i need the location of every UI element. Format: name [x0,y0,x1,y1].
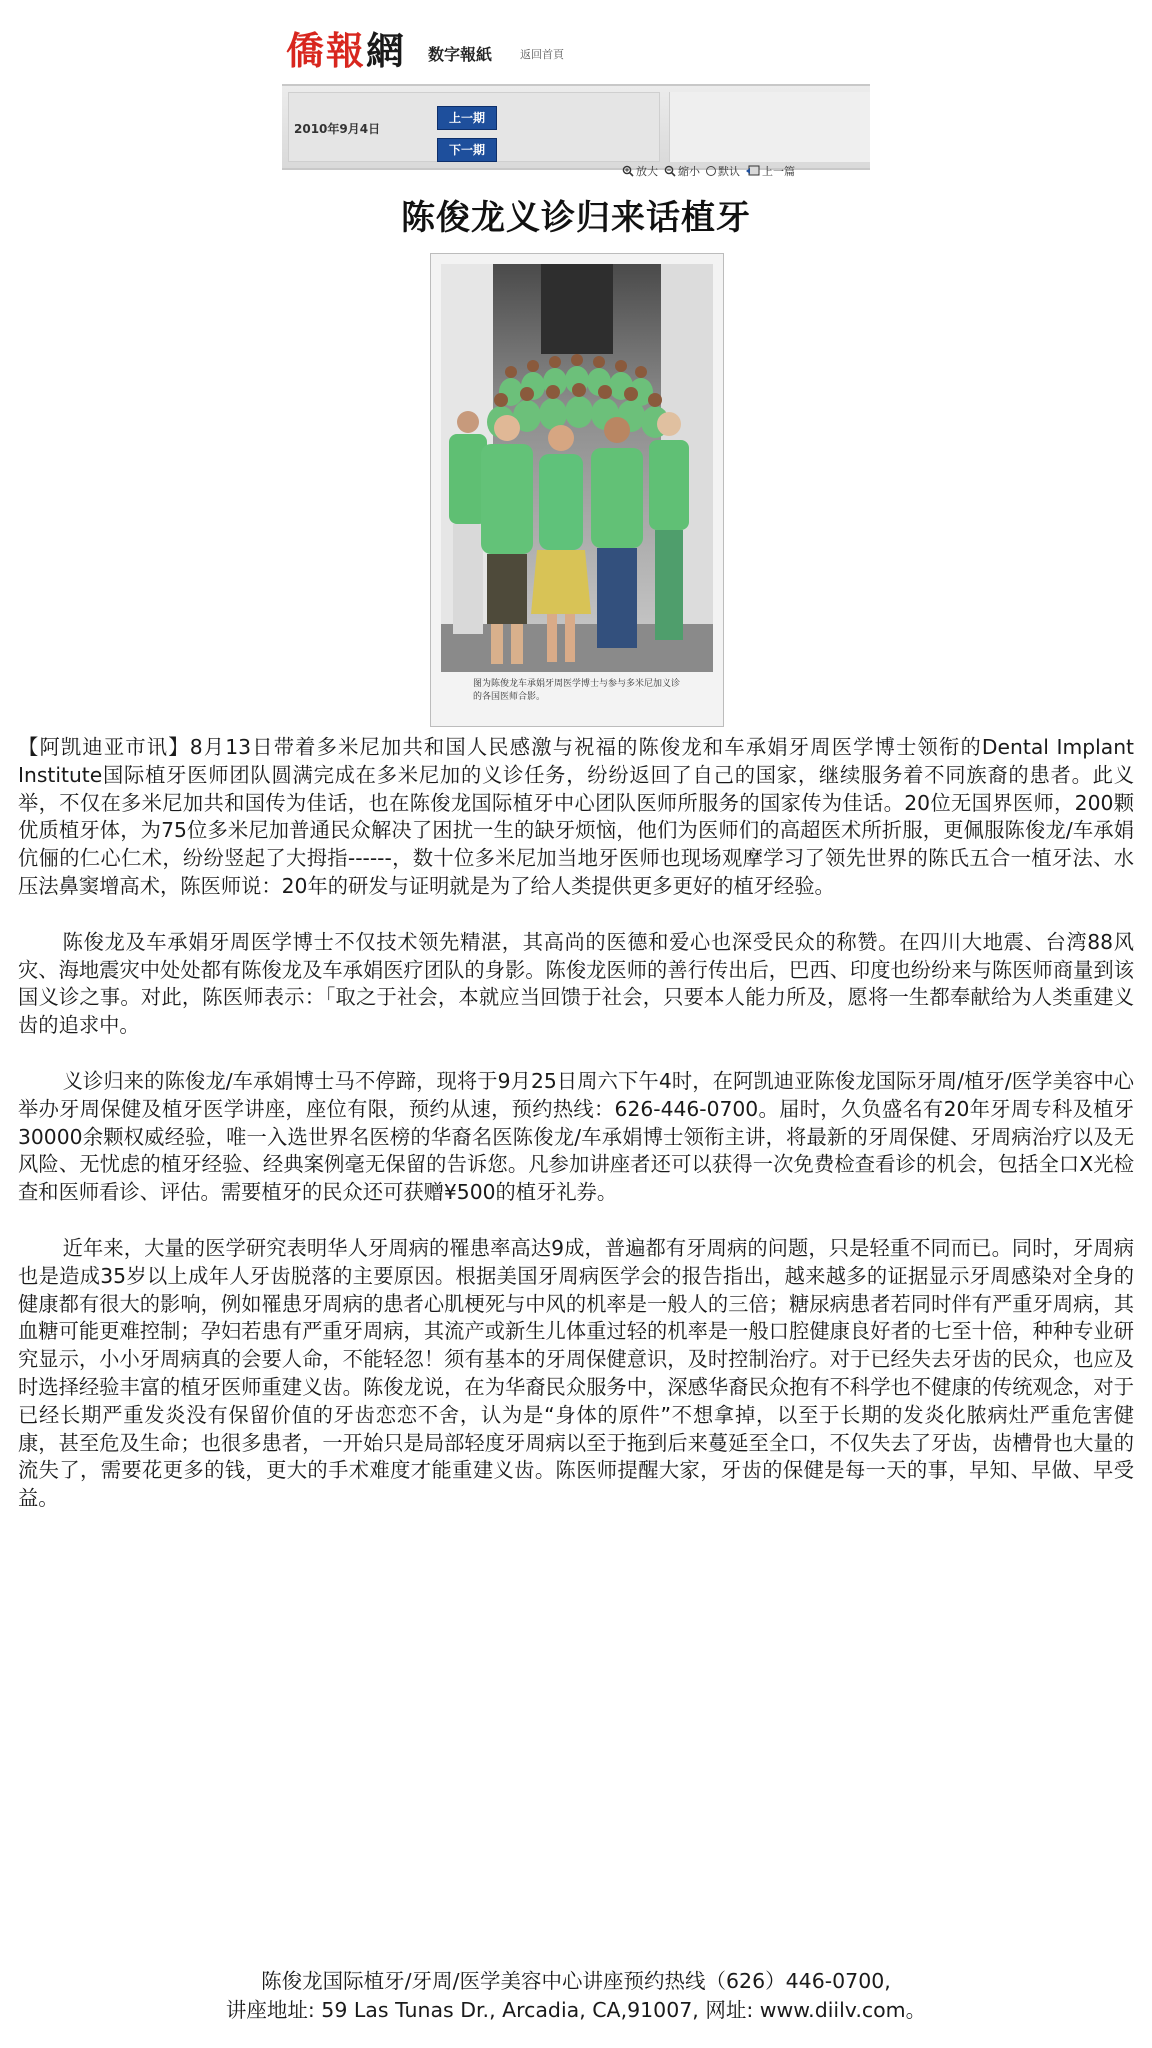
site-logo[interactable] [286,20,406,75]
masthead [282,14,872,176]
previous-article-icon [746,165,760,177]
footer-address: 讲座地址: 59 Las Tunas Dr., Arcadia, CA,91007, 网址: www.diilv.com。 [225,1998,927,2022]
magnifier-minus-icon [664,165,676,177]
previous-issue-button[interactable]: 上一期 [437,106,497,130]
zoom-out-label: 縮小 [678,165,700,178]
default-zoom-control[interactable] [706,163,740,179]
logo-char-3: 網 [366,28,407,73]
article-paragraph-4: 近年来，大量的医学研究表明华人牙周病的罹患率高达9成，普遍都有牙周病的问题，只是轻重不同而已。同时，牙周病也是造成35岁以上成年人牙齿脱落的主要原因。根据美国牙周病医学会的报告指出，越来越多的证据显示牙周感染对全身的健康都有很大的影响，例如罹患牙周病的患者心肌梗死与中风的机率是一般人的三倍；糖尿病患者若同时伴有严重牙周病，其血糖可能更难控制；孕妇若患有严重牙周病，其流产或新生儿体重过轻的机率是一般口腔健康良好者的七至十倍，种种专业研究显示，小小牙周病真的会要人命，不能轻忽！须有基本的牙周保健意识，及时控制治疗。对于已经失去牙齿的民众，也应及时选择经验丰富的植牙医师重建义齿。陈俊龙说，在为华裔民众服务中，深感华裔民众抱有不科学也不健康的传统观念，对于已经长期严重发炎没有保留价值的牙齿恋恋不舍，认为是“身体的原件”不想拿掉，以至于长期的发炎化脓病灶严重危害健康，甚至危及生命；也很多患者，一开始只是局部轻度牙周病以至于拖到后来蔓延至全口，不仅失去了牙齿，齿槽骨也大量的流失了，需要花更多的钱，更大的手术难度才能重建义齿。陈医师提醒大家，牙齿的保健是每一天的事，早知、早做、早受益。 [18,1235,1134,1511]
article-headline: 陈俊龙义诊归来话植牙 [401,198,751,238]
group-photo[interactable] [441,264,713,672]
digital-newspaper-label: 数字報紙 [428,45,493,64]
footer-hotline: 陈俊龙国际植牙/牙周/医学美容中心讲座预约热线（626）446-0700, [261,1969,891,1993]
contact-footer [0,1967,1152,2025]
previous-article-control[interactable] [746,163,795,179]
issue-date-bar [282,84,870,170]
article-photo-frame [430,253,724,727]
next-issue-button[interactable]: 下一期 [437,138,497,162]
article-body [18,734,1134,1541]
radio-icon [706,166,716,176]
home-link[interactable]: 返回首頁 [520,48,564,61]
article-paragraph-3: 义诊归来的陈俊龙/车承娟博士马不停蹄，现将于9月25日周六下午4时，在阿凯迪亚陈俊龙国际牙周/植牙/医学美容中心举办牙周保健及植牙医学讲座，座位有限，预约从速，预约热线：626-446-0700。届时，久负盛名有20年牙周专科及植牙30000余颗权威经验，唯一入选世界名医榜的华裔名医陈俊龙/车承娟博士领衔主讲，将最新的牙周保健、牙周病治疗以及无风险、无忧虑的植牙经验、经典案例毫无保留的告诉您。凡参加讲座者还可以获得一次免费检查看诊的机会，包括全口X光检查和医师看诊、评估。需要植牙的民众还可获赠¥500的植牙礼券。 [18,1068,1134,1205]
article-paragraph-2: 陈俊龙及车承娟牙周医学博士不仅技术领先精湛，其高尚的医德和爱心也深受民众的称赞。在四川大地震、台湾88风灾、海地震灾中处处都有陈俊龙及车承娟医疗团队的身影。陈俊龙医师的善行传出后，巴西、印度也纷纷来与陈医师商量到该国义诊之事。对此，陈医师表示：「取之于社会，本就应当回馈于社会，只要本人能力所及，愿将一生都奉献给为人类重建义齿的追求中。 [18,929,1134,1038]
date-bar-right-panel [669,92,870,162]
zoom-toolbar [622,162,872,180]
logo-char-1: 僑 [286,28,327,73]
zoom-out-control[interactable] [664,163,700,179]
zoom-in-control[interactable] [622,163,658,179]
default-zoom-label: 默认 [718,165,740,178]
previous-article-label: 上一篇 [762,165,795,178]
article-paragraph-1: 【阿凯迪亚市讯】8月13日带着多米尼加共和国人民感激与祝福的陈俊龙和车承娟牙周医学博士领衔的Dental Implant Institute国际植牙医师团队圆满完成在多米尼加的义诊任务，纷纷返回了自己的国家，继续服务着不同族裔的患者。此义举，不仅在多米尼加共和国传为佳话，也在陈俊龙国际植牙中心团队医师所服务的国家传为佳话。20位无国界医师，200颗优质植牙体，为75位多米尼加普通民众解决了困扰一生的缺牙烦恼，他们为医师们的高超医术所折服，更佩服陈俊龙/车承娟伉俪的仁心仁术，纷纷竖起了大拇指------，数十位多米尼加当地牙医师也现场观摩学习了领先世界的陈氏五合一植牙法、水压法鼻窦增高术，陈医师说：20年的研发与证明就是为了给人类提供更多更好的植牙经验。 [18,735,1134,898]
magnifier-plus-icon [622,165,634,177]
logo-row [282,14,872,74]
photo-caption: 图为陈俊龙车承娟牙周医学博士与参与多米尼加义诊的各国医师合影。 [473,679,681,702]
zoom-in-label: 放大 [636,165,658,178]
logo-char-2: 報 [326,28,367,73]
issue-date: 2010年9月4日 [294,122,381,136]
